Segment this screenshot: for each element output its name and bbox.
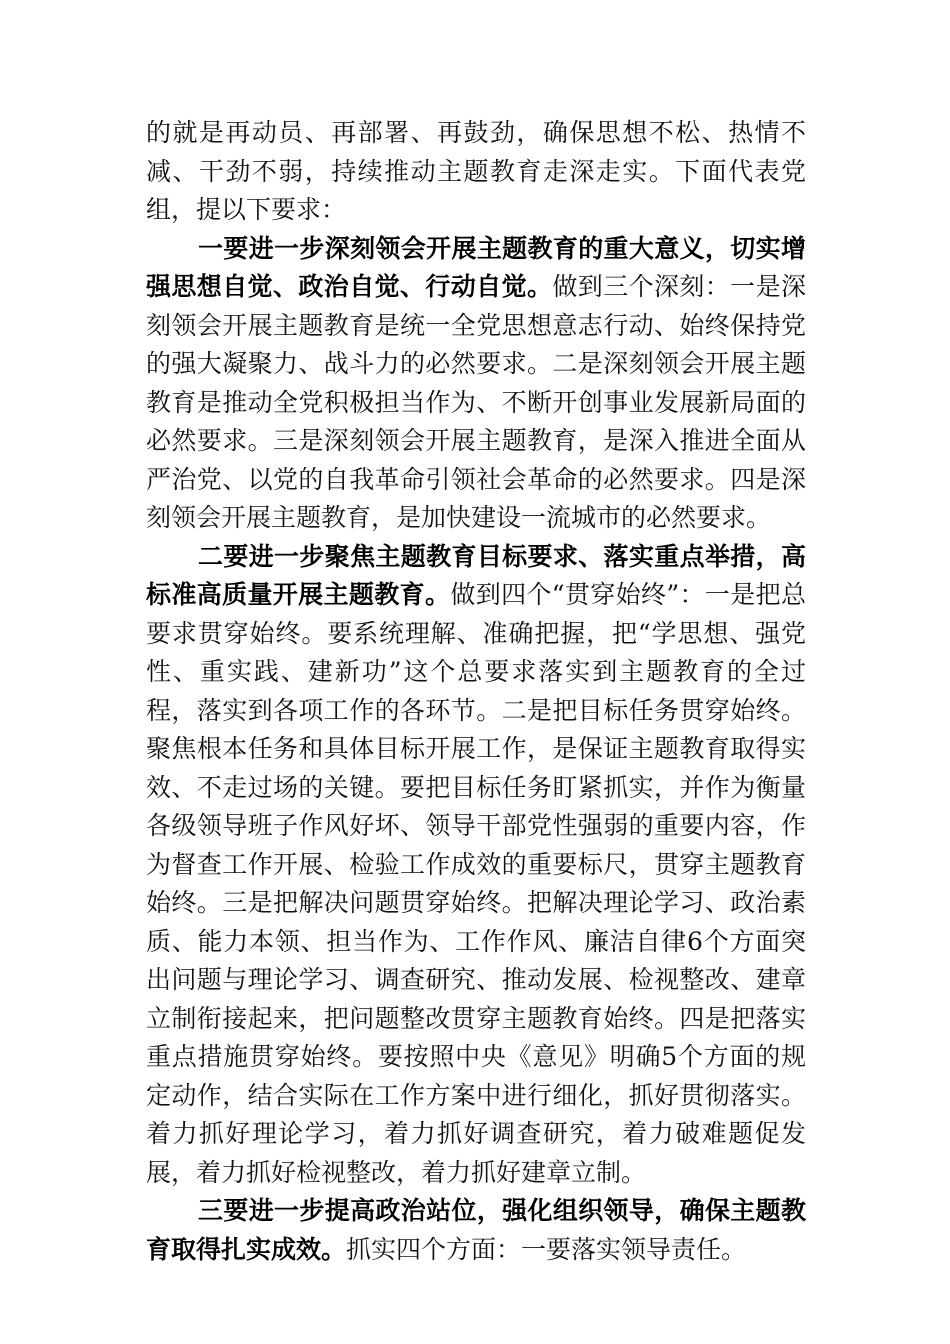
paragraph-requirement-3: [146, 1192, 806, 1269]
requirement-1-heading: 一要进一步深刻领会开展主题教育的重大意义，切实增强思想自觉、政治自觉、行动自觉。: [146, 233, 806, 301]
paragraph-requirement-2: [146, 538, 806, 1193]
document-page: [146, 114, 806, 1269]
paragraph-intro: [146, 114, 806, 230]
requirement-2-body: 做到四个“贯穿始终”：一是把总要求贯穿始终。要系统理解、准确把握，把“学思想、强党性、重实践、建新功”这个总要求落实到主题教育的全过程，落实到各项工作的各环节。二是把目标任务贯穿始终。聚焦根本任务和具体目标开展工作，是保证主题教育取得实效、不走过场的关键。要把目标任务盯紧抓实，并作为衡量各级领导班子作风好坏、领导干部党性强弱的重要内容，作为督查工作开展、检验工作成效的重要标尺，贯穿主题教育始终。三是把解决问题贯穿始终。把解决理论学习、政治素质、能力本领、担当作为、工作作风、廉洁自律6个方面突出问题与理论学习、调查研究、推动发展、检视整改、建章立制衔接起来，把问题整改贯穿主题教育始终。四是把落实重点措施贯穿始终。要按照中央《意见》明确5个方面的规定动作，结合实际在工作方案中进行细化，抓好贯彻落实。着力抓好理论学习，着力抓好调查研究，着力破难题促发展，着力抓好检视整改，着力抓好建章立制。: [146, 580, 806, 1187]
paragraph-requirement-1: [146, 230, 806, 538]
requirement-1-body: 做到三个深刻：一是深刻领会开展主题教育是统一全党思想意志行动、始终保持党的强大凝聚力、战斗力的必然要求。二是深刻领会开展主题教育是推动全党积极担当作为、不断开创事业发展新局面的必然要求。三是深刻领会开展主题教育，是深入推进全面从严治党、以党的自我革命引领社会革命的必然要求。四是深刻领会开展主题教育，是加快建设一流城市的必然要求。: [146, 272, 806, 532]
requirement-2-heading: 二要进一步聚焦主题教育目标要求、落实重点举措，高标准高质量开展主题教育。: [146, 541, 806, 609]
requirement-3-heading: 三要进一步提高政治站位，强化组织领导，确保主题教育取得扎实成效。: [146, 1196, 806, 1264]
requirement-3-body: 抓实四个方面：一要落实领导责任。: [346, 1234, 747, 1264]
paragraph-intro-text: 的就是再动员、再部署、再鼓劲，确保思想不松、热情不减、干劲不弱，持续推动主题教育走深走实。下面代表党组，提以下要求：: [146, 118, 806, 224]
